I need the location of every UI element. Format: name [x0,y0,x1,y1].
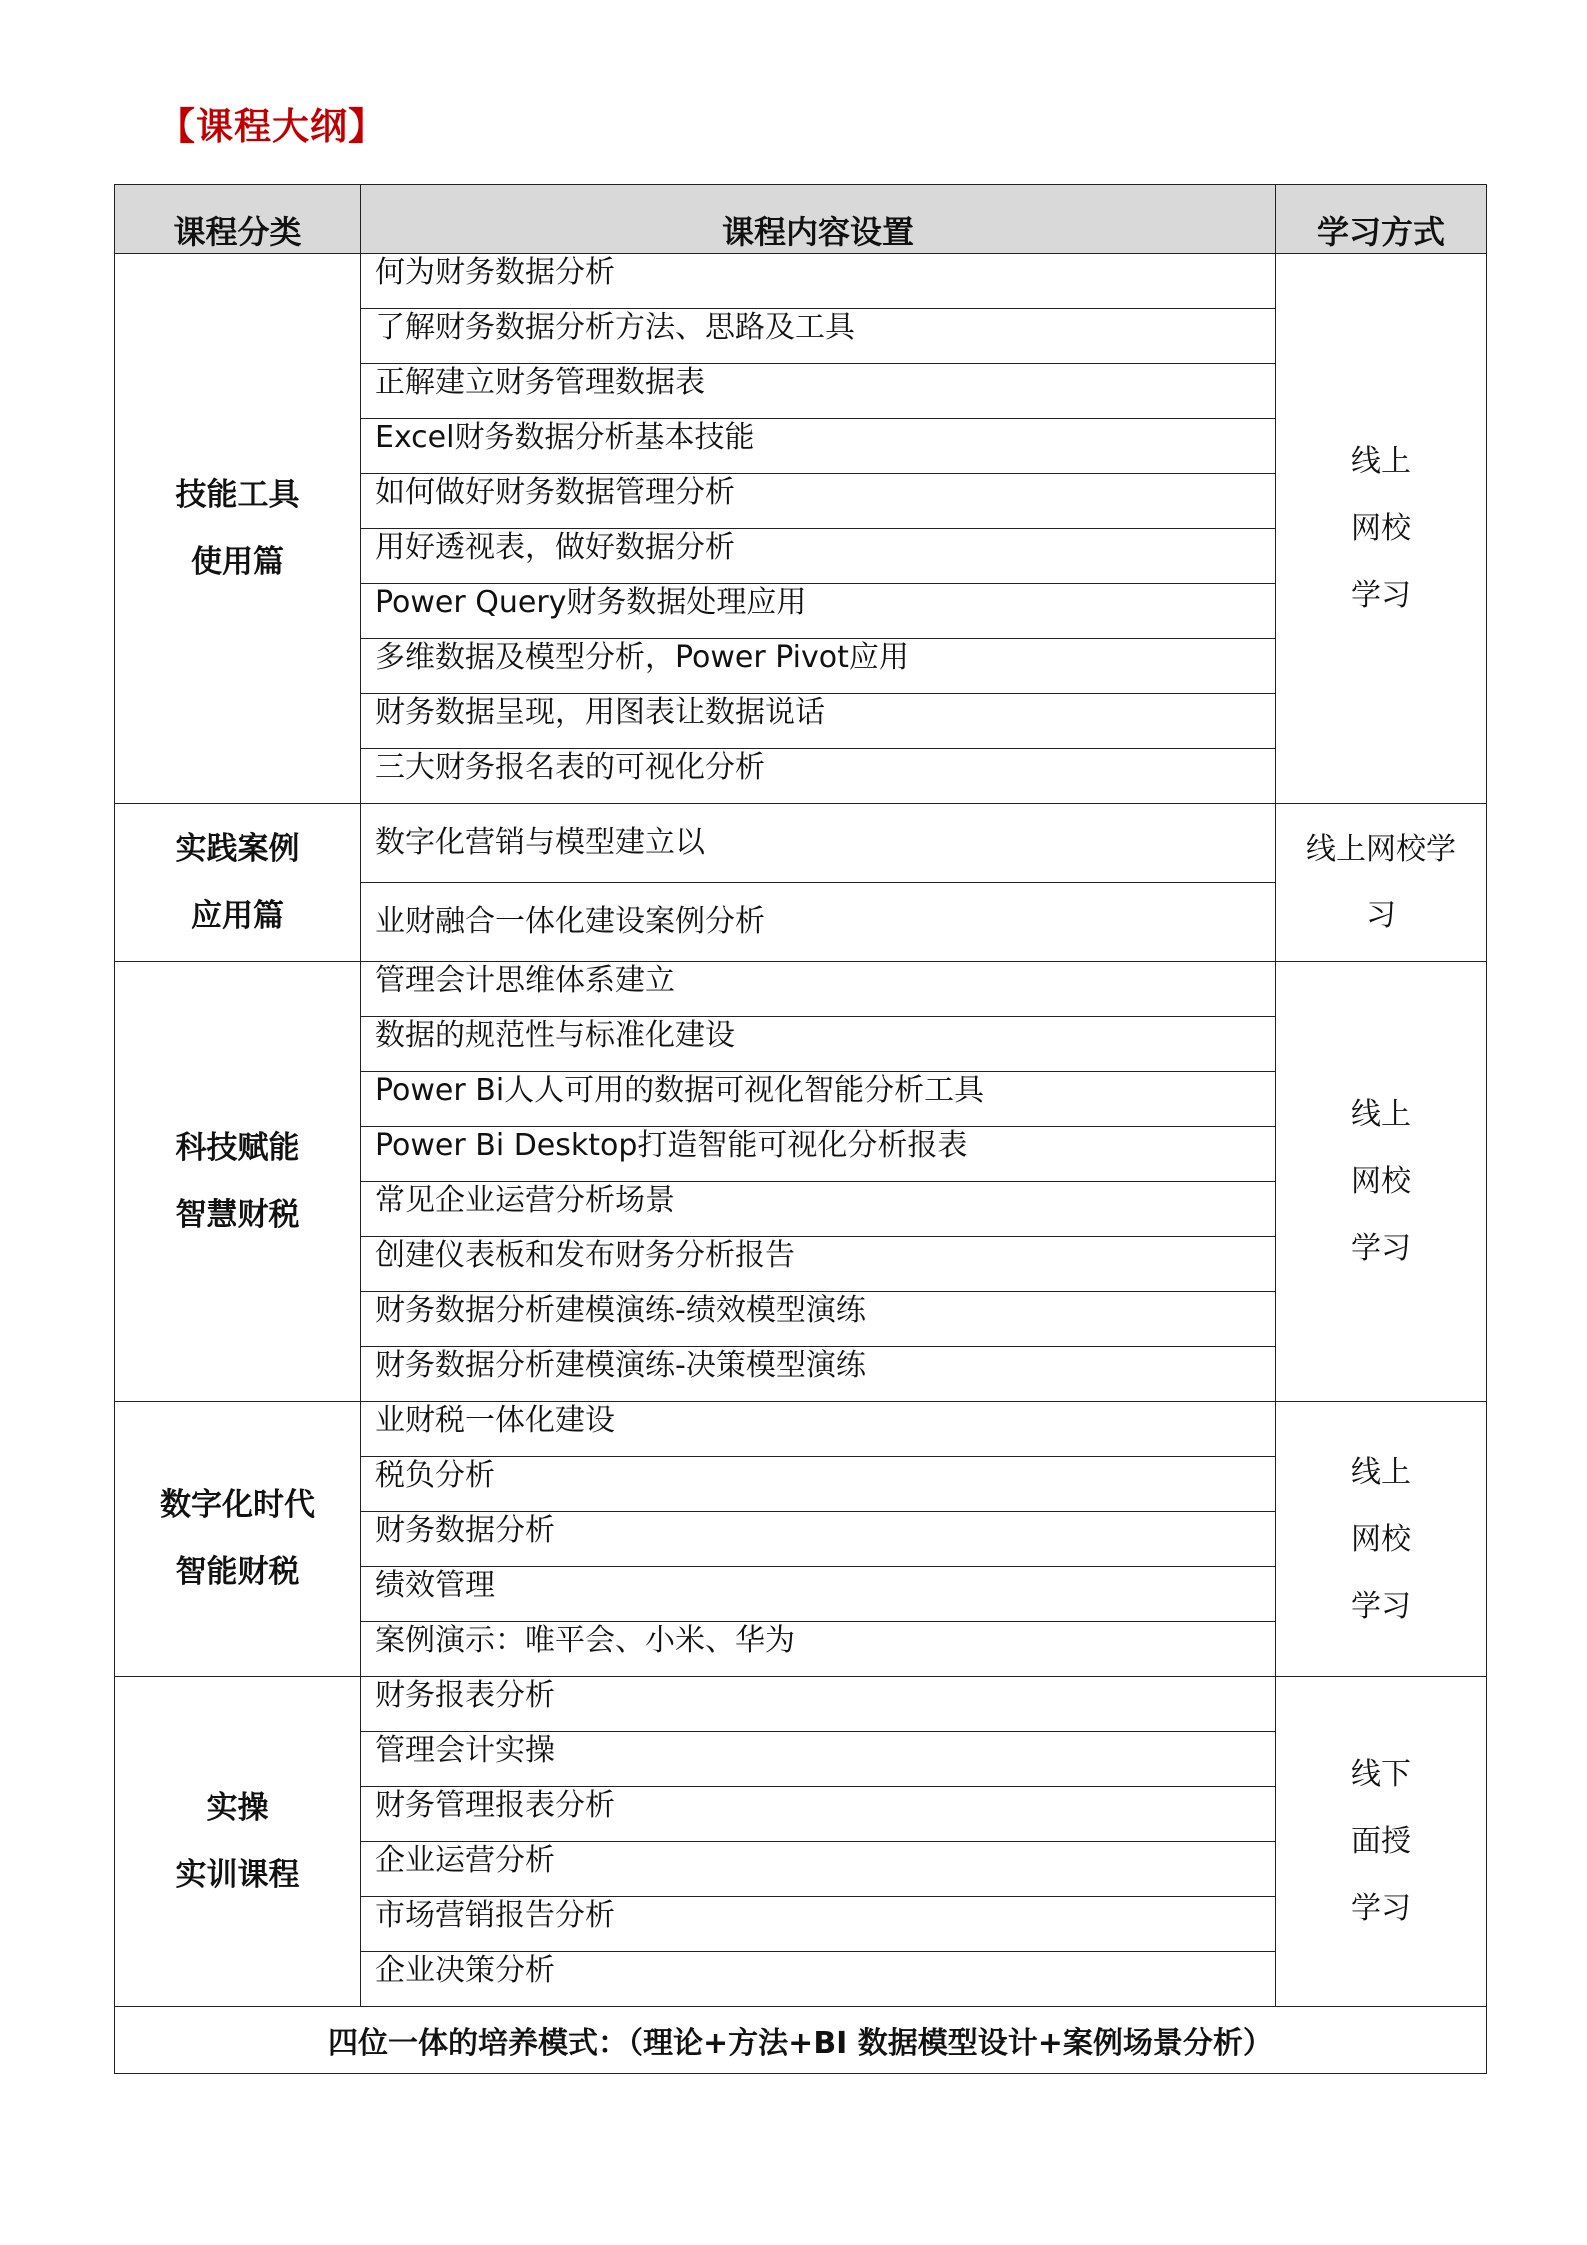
header-content: 课程内容设置 [361,185,1276,254]
content-item: Power Bi Desktop打造智能可视化分析报表 [361,1127,1276,1182]
category-line: 智能财税 [175,1554,300,1590]
learning-mode-cell [1276,254,1487,804]
content-item: 多维数据及模型分析，Power Pivot应用 [361,639,1276,694]
category-line: 数字化时代 [160,1487,315,1523]
learning-mode-line: 线上 [1351,1454,1411,1490]
category-line: 实践案例 [175,830,300,867]
content-item: 财务数据分析建模演练-决策模型演练 [361,1347,1276,1402]
content-item: 三大财务报名表的可视化分析 [361,749,1276,804]
table-row [115,1402,1487,1457]
content-item: 管理会计思维体系建立 [361,962,1276,1017]
category-line: 实操 [206,1789,269,1826]
content-item: 何为财务数据分析 [361,254,1276,309]
content-item: 财务数据分析建模演练-绩效模型演练 [361,1292,1276,1347]
category-cell [115,962,361,1402]
learning-mode-line: 学习 [1351,1588,1411,1624]
learning-mode-line: 网校 [1351,511,1411,546]
training-mode-summary: 四位一体的培养模式：（理论+方法+BI 数据模型设计+案例场景分析） [115,2007,1487,2074]
content-item: Power Bi人人可用的数据可视化智能分析工具 [361,1072,1276,1127]
learning-mode-line: 习 [1366,897,1396,933]
learning-mode-cell [1276,962,1487,1402]
learning-mode-cell [1276,1402,1487,1677]
category-cell [115,1677,361,2007]
content-item: 管理会计实操 [361,1732,1276,1787]
content-item: 绩效管理 [361,1567,1276,1622]
category-line: 应用篇 [191,897,284,934]
content-item: 财务管理报表分析 [361,1787,1276,1842]
content-item: 业财税一体化建设 [361,1402,1276,1457]
category-cell [115,1402,361,1677]
content-item: 案例演示：唯平会、小米、华为 [361,1622,1276,1677]
category-line: 使用篇 [191,543,284,580]
content-item: 企业决策分析 [361,1952,1276,2007]
content-item: 常见企业运营分析场景 [361,1182,1276,1237]
table-header-row [115,185,1487,254]
content-item: 财务数据呈现，用图表让数据说话 [361,694,1276,749]
table-body [115,254,1487,2007]
content-item: 用好透视表，做好数据分析 [361,529,1276,584]
content-item: 财务数据分析 [361,1512,1276,1567]
learning-mode-line: 线上 [1351,1097,1411,1132]
content-item: 数字化营销与模型建立以 [361,804,1276,883]
learning-mode-line: 网校 [1351,1164,1411,1199]
learning-mode-line: 网校 [1351,1521,1411,1557]
table-row [115,254,1487,309]
content-item: 创建仪表板和发布财务分析报告 [361,1237,1276,1292]
learning-mode-line: 学习 [1351,1891,1411,1926]
learning-mode-line: 学习 [1351,1231,1411,1266]
category-line: 技能工具 [175,476,300,513]
category-line: 智慧财税 [175,1196,300,1233]
content-item: Excel财务数据分析基本技能 [361,419,1276,474]
content-item: 财务报表分析 [361,1677,1276,1732]
content-item: 数据的规范性与标准化建设 [361,1017,1276,1072]
content-item: 市场营销报告分析 [361,1897,1276,1952]
table-row [115,1677,1487,1732]
content-item: 正解建立财务管理数据表 [361,364,1276,419]
category-line: 科技赋能 [175,1129,300,1166]
category-cell [115,254,361,804]
header-mode: 学习方式 [1276,185,1487,254]
category-line: 实训课程 [175,1856,300,1893]
content-item: 业财融合一体化建设案例分析 [361,883,1276,962]
content-item: Power Query财务数据处理应用 [361,584,1276,639]
learning-mode-line: 线上网校学 [1306,831,1456,867]
learning-mode-line: 线上 [1351,444,1411,479]
content-item: 了解财务数据分析方法、思路及工具 [361,309,1276,364]
content-item: 税负分析 [361,1457,1276,1512]
learning-mode-cell [1276,804,1487,962]
syllabus-table [114,184,1487,2074]
table-row [115,804,1487,883]
header-category: 课程分类 [115,185,361,254]
learning-mode-cell [1276,1677,1487,2007]
footer-row [115,2007,1487,2074]
table-row [115,962,1487,1017]
content-item: 企业运营分析 [361,1842,1276,1897]
learning-mode-line: 学习 [1351,578,1411,613]
learning-mode-line: 线下 [1351,1757,1411,1792]
learning-mode-line: 面授 [1351,1824,1411,1859]
content-item: 如何做好财务数据管理分析 [361,474,1276,529]
category-cell [115,804,361,962]
page-title: 【课程大纲】 [158,105,386,148]
